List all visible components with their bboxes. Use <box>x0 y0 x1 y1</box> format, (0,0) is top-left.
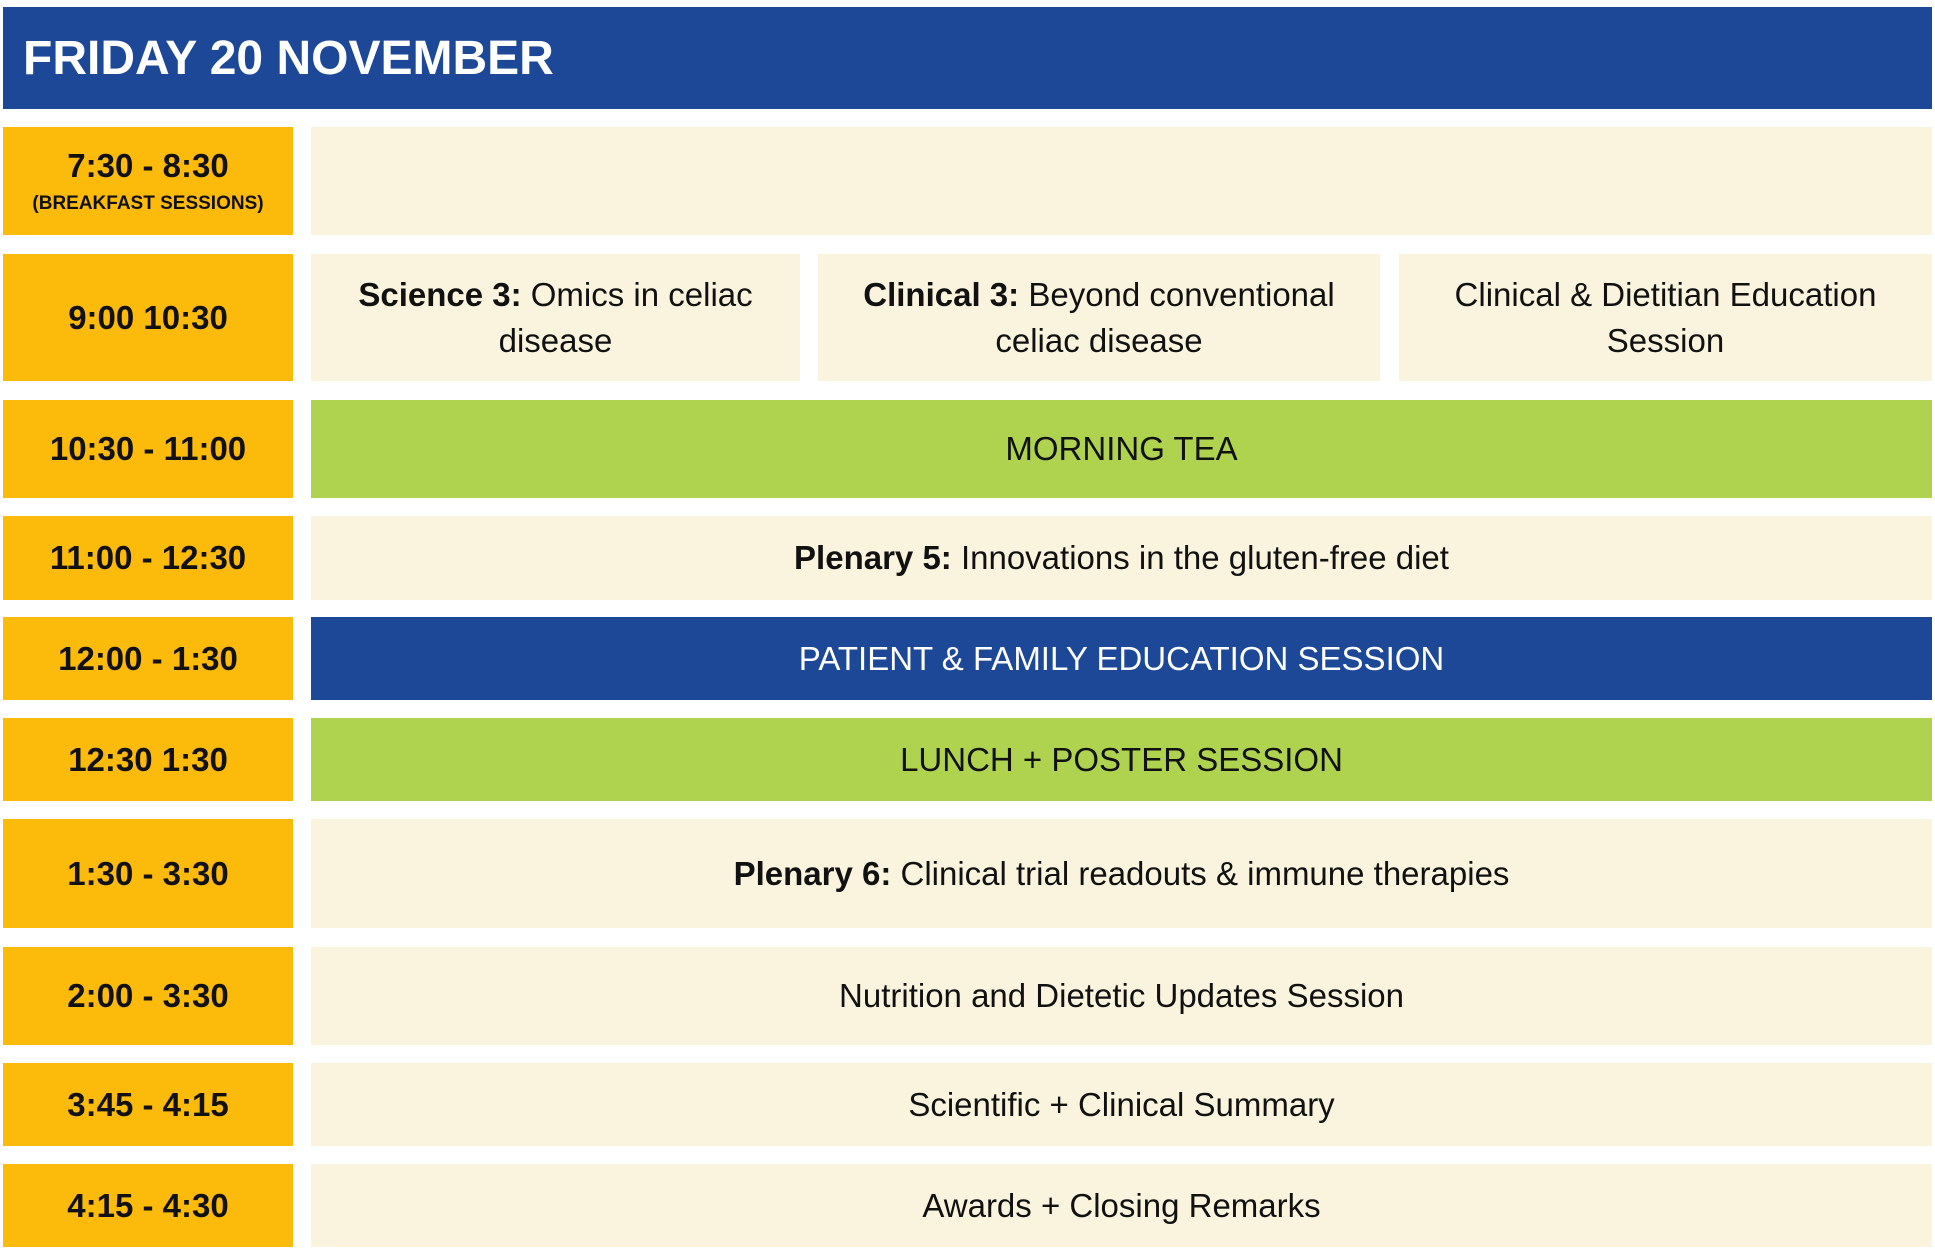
schedule-row <box>0 254 1935 381</box>
session-label-text: Beyond conventional celiac disease <box>995 275 1335 359</box>
session-label-text: Clinical & Dietitian Education Session <box>1454 275 1877 359</box>
session-label-bold: Science 3: <box>358 275 522 313</box>
session-label-bold: Plenary 5: <box>794 539 952 577</box>
time-label: 2:00 - 3:30 <box>67 977 229 1014</box>
schedule-row <box>0 947 1935 1045</box>
session-cell <box>311 516 1932 600</box>
session-cell <box>311 1063 1932 1146</box>
schedule-row <box>0 718 1935 801</box>
time-label: 10:30 - 11:00 <box>49 430 247 467</box>
session-cell <box>311 1164 1932 1247</box>
time-label: 7:30 - 8:30 <box>67 147 229 184</box>
time-slot <box>3 819 293 928</box>
schedule-row <box>0 516 1935 600</box>
session-cell <box>311 947 1932 1045</box>
session-label: MORNING TEA <box>1005 430 1238 468</box>
schedule-row <box>0 127 1935 235</box>
time-slot <box>3 617 293 700</box>
session-label: PATIENT & FAMILY EDUCATION SESSION <box>798 639 1445 677</box>
session-cell <box>311 819 1932 928</box>
session-label: LUNCH + POSTER SESSION <box>900 740 1343 778</box>
session-cell <box>311 127 1932 235</box>
session-label: Awards + Closing Remarks <box>922 1186 1321 1224</box>
time-slot <box>3 718 293 801</box>
session-cell <box>311 400 1932 498</box>
session-label-text: Clinical trial readouts & immune therapies <box>891 854 1510 892</box>
session-cell <box>311 718 1932 801</box>
schedule-row <box>0 1164 1935 1247</box>
session-label <box>794 535 1449 581</box>
time-slot <box>3 516 293 600</box>
time-label: 11:00 - 12:30 <box>49 539 247 576</box>
session-label-text: Innovations in the gluten-free diet <box>951 539 1449 577</box>
session-label-bold: Plenary 6: <box>733 854 892 892</box>
time-label: 9:00 10:30 <box>68 298 228 336</box>
time-sublabel: (BREAKFAST SESSIONS) <box>32 193 264 214</box>
time-label: 12:30 1:30 <box>68 740 228 778</box>
session-label: Scientific + Clinical Summary <box>908 1085 1335 1123</box>
session-cell-science-3 <box>311 254 800 381</box>
time-slot <box>3 127 293 235</box>
time-slot <box>3 1063 293 1146</box>
time-label: 4:15 - 4:30 <box>67 1186 229 1224</box>
time-label: 12:00 - 1:30 <box>58 639 238 677</box>
session-label <box>1439 272 1892 363</box>
session-cell <box>311 617 1932 700</box>
time-slot <box>3 400 293 498</box>
day-header <box>3 7 1932 109</box>
schedule-row <box>0 400 1935 498</box>
session-label-text: Omics in celiac disease <box>498 275 753 359</box>
time-slot <box>3 254 293 381</box>
day-title: FRIDAY 20 NOVEMBER <box>23 31 554 85</box>
session-label <box>351 272 760 363</box>
session-cell-clinical-3 <box>818 254 1380 381</box>
time-slot <box>3 1164 293 1247</box>
time-slot <box>3 947 293 1045</box>
schedule-row <box>0 617 1935 700</box>
time-label: 1:30 - 3:30 <box>67 854 229 892</box>
session-label-bold: Clinical 3: <box>863 275 1020 313</box>
session-label <box>734 851 1510 897</box>
time-label: 3:45 - 4:15 <box>67 1085 229 1123</box>
session-label <box>858 272 1340 363</box>
session-cell-dietitian-education <box>1399 254 1932 381</box>
schedule-row <box>0 819 1935 928</box>
schedule-row <box>0 1063 1935 1146</box>
session-label: Nutrition and Dietetic Updates Session <box>839 977 1404 1015</box>
